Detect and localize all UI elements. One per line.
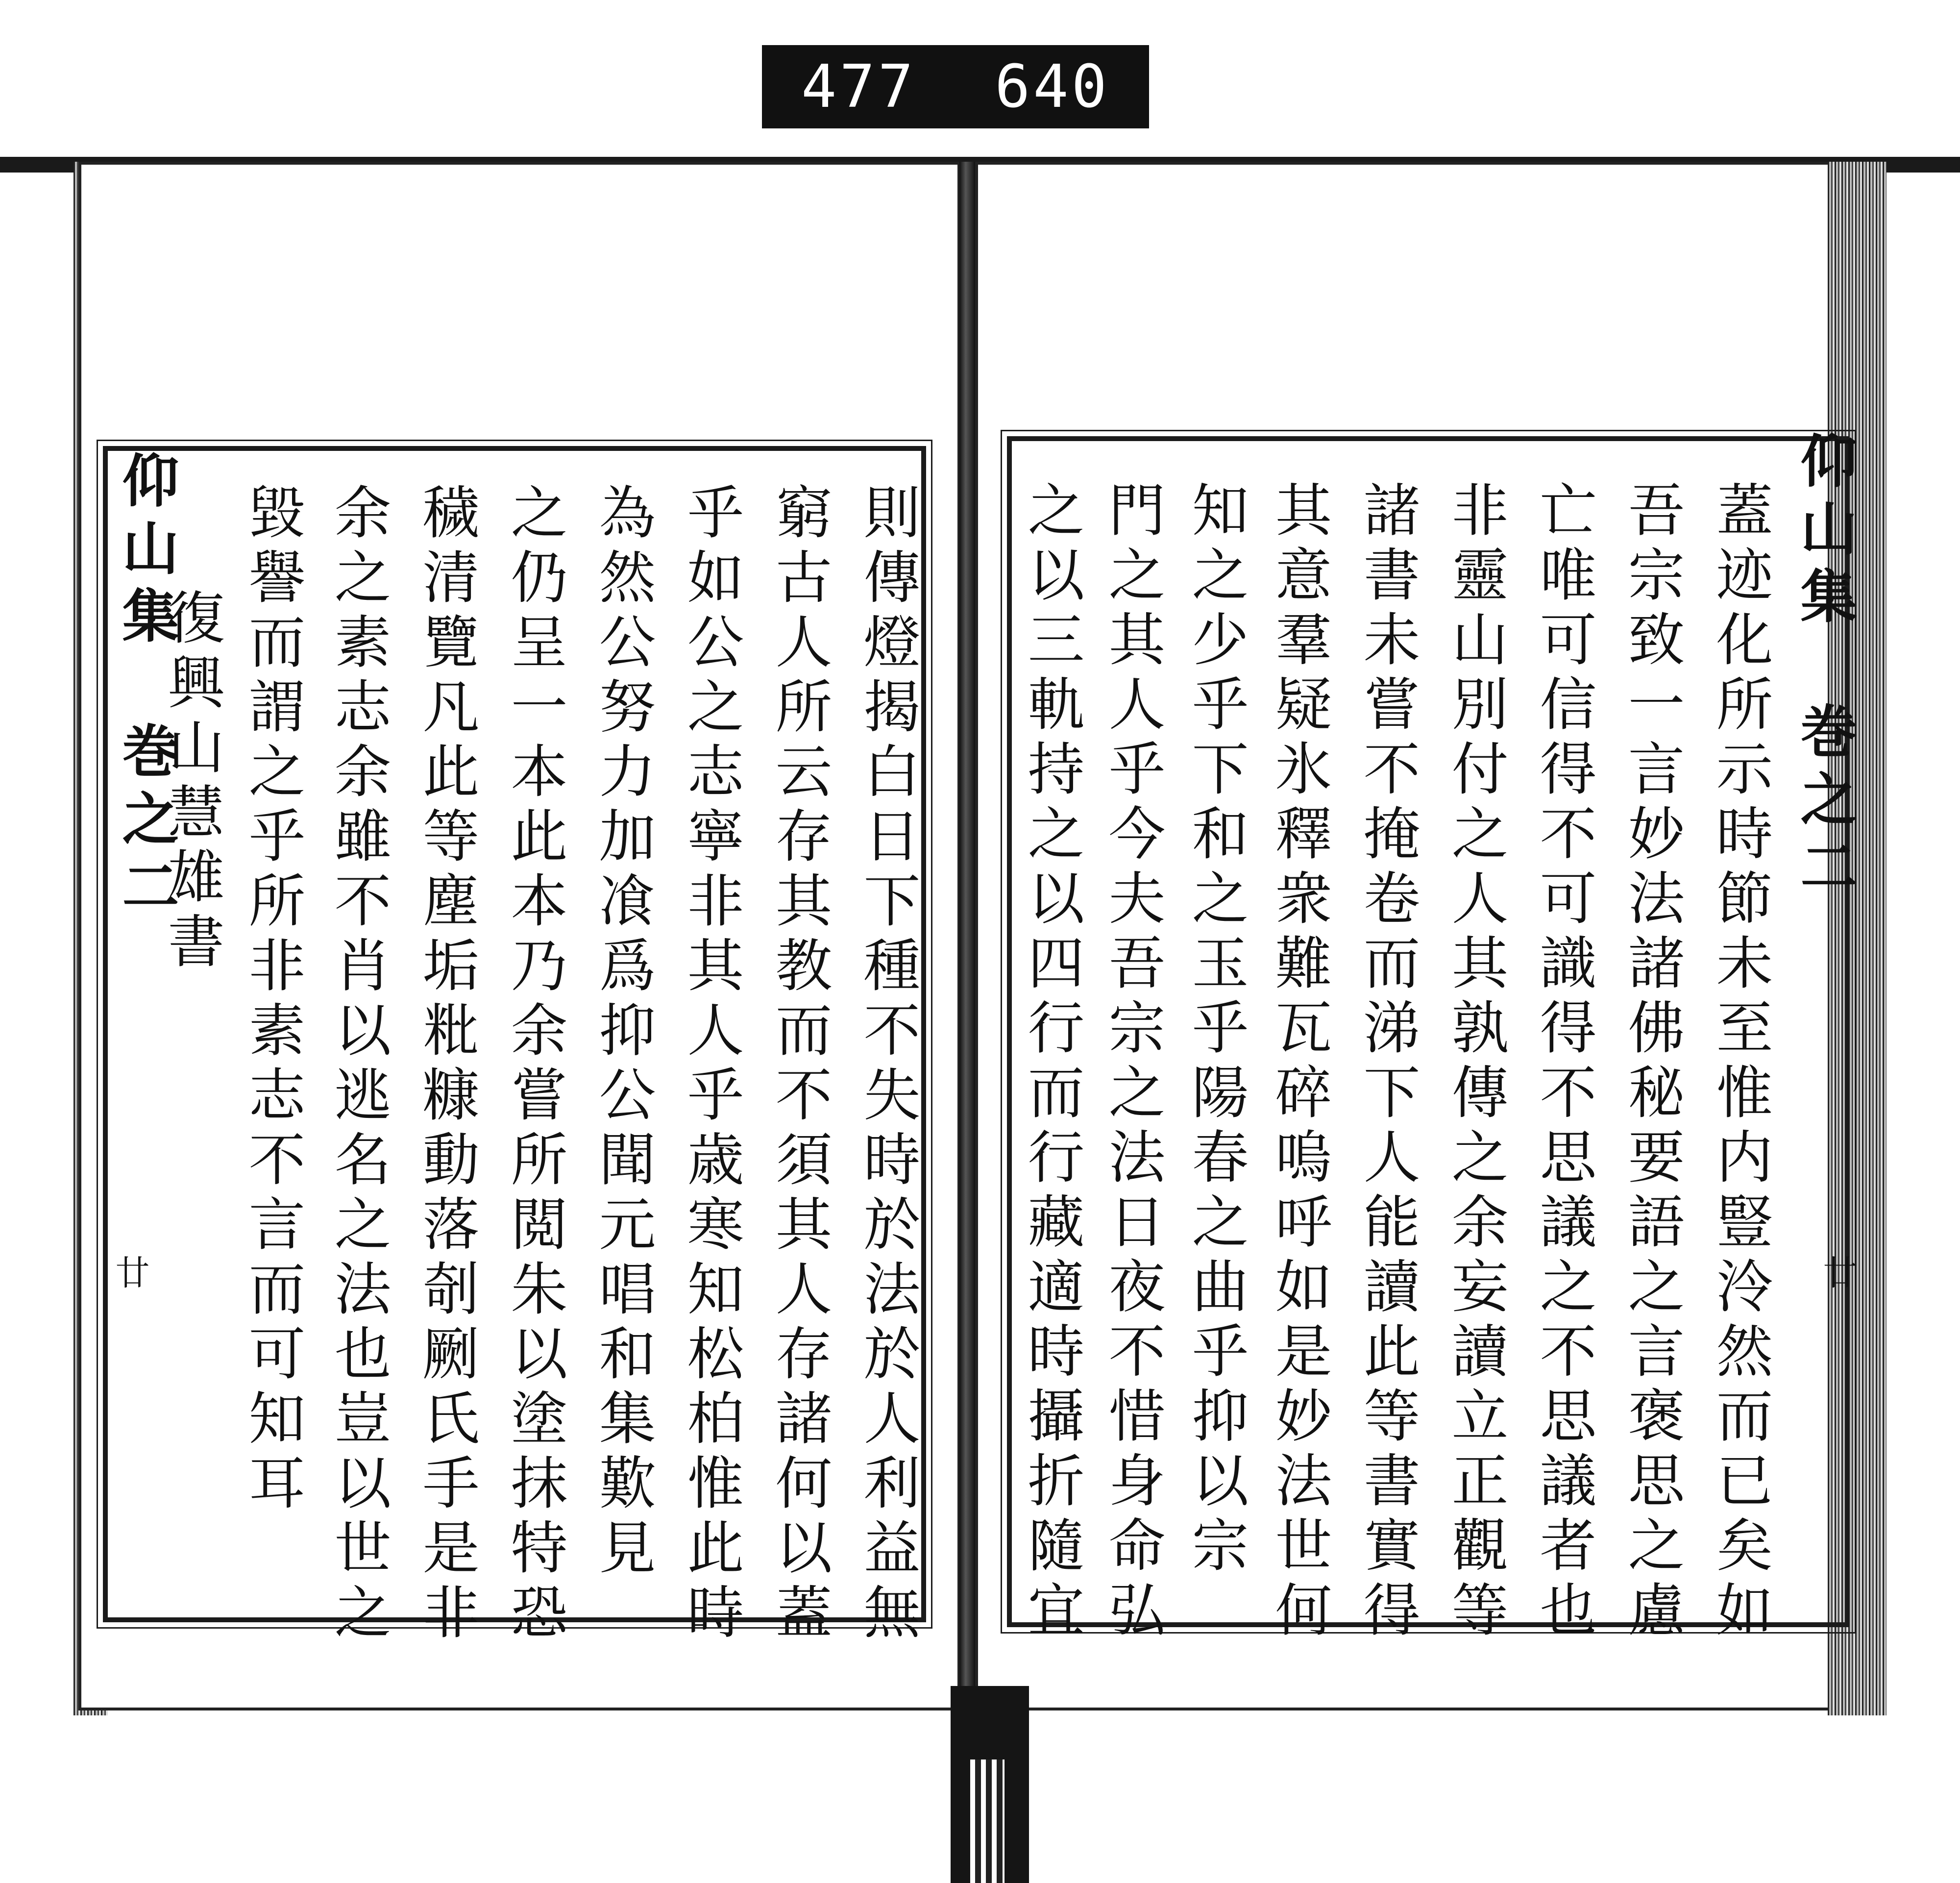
left-leaf-number: 廿 <box>110 1255 150 1289</box>
right-text-column: 門之其人乎今夫吾宗之法日夜不惜身命弘 <box>1099 480 1165 1645</box>
archive-label-plate <box>762 45 1149 128</box>
book-spine <box>959 162 975 1883</box>
right-text-column: 之以三軌持之以四行而行藏適時攝折隨宜 <box>1018 480 1084 1645</box>
right-running-title: 仰山集 巻之二 <box>1791 431 1858 905</box>
left-signature-column: 復興山慧雄書 <box>158 588 224 976</box>
left-text-column: 之仍呈一本此本乃余嘗所閲朱以塗抹特恐 <box>501 483 567 1647</box>
left-text-column: 毀譽而謂之乎所非素志不言而可知耳 <box>239 483 305 1518</box>
left-running-title: 仰山集 巻之二 <box>113 451 179 924</box>
left-text-column: 窮古人所云存其教而不須其人存諸何以蓋 <box>766 483 832 1647</box>
label-right-number: 640 <box>995 52 1110 121</box>
label-left-number: 477 <box>801 52 916 121</box>
left-text-column: 穢清覽凡此等塵垢粃糠動落剞劂氏手是非 <box>413 483 479 1647</box>
right-text-column: 知之少乎下和之玉乎陽春之曲乎抑以宗 <box>1182 480 1249 1580</box>
right-text-column: 非靈山別付之人其孰傳之余妄讀立正觀等 <box>1442 480 1508 1645</box>
right-text-column: 亡唯可信得不可識得不思議之不思議者也 <box>1530 480 1596 1645</box>
right-text-column: 蓋迹化所示時節未至惟内豎泠然而已矣如 <box>1707 480 1773 1645</box>
right-text-column: 吾宗致一言妙法諸佛秘要語之言褒思之慮 <box>1618 480 1685 1645</box>
binding-clip <box>951 1686 1029 1883</box>
right-text-column: 其意羣疑氷釋衆難瓦碎嗚呼如是妙法世何 <box>1266 480 1332 1645</box>
left-text-column: 乎如公之志寧非其人乎歳寒知松柏惟此時 <box>678 483 744 1647</box>
left-text-column: 余之素志余雖不肖以逃名之法也豈以世之 <box>325 483 391 1647</box>
right-text-column: 諸書未嘗不掩卷而涕下人能讀此等書實得 <box>1354 480 1420 1645</box>
left-text-column: 為然公努力加飡爲抑公聞元唱和集歎見 <box>589 483 656 1583</box>
left-text-column: 則傳燈揭白日下種不失時於法於人利益無 <box>854 483 920 1647</box>
right-leaf-number: 廿 <box>1817 1255 1858 1289</box>
